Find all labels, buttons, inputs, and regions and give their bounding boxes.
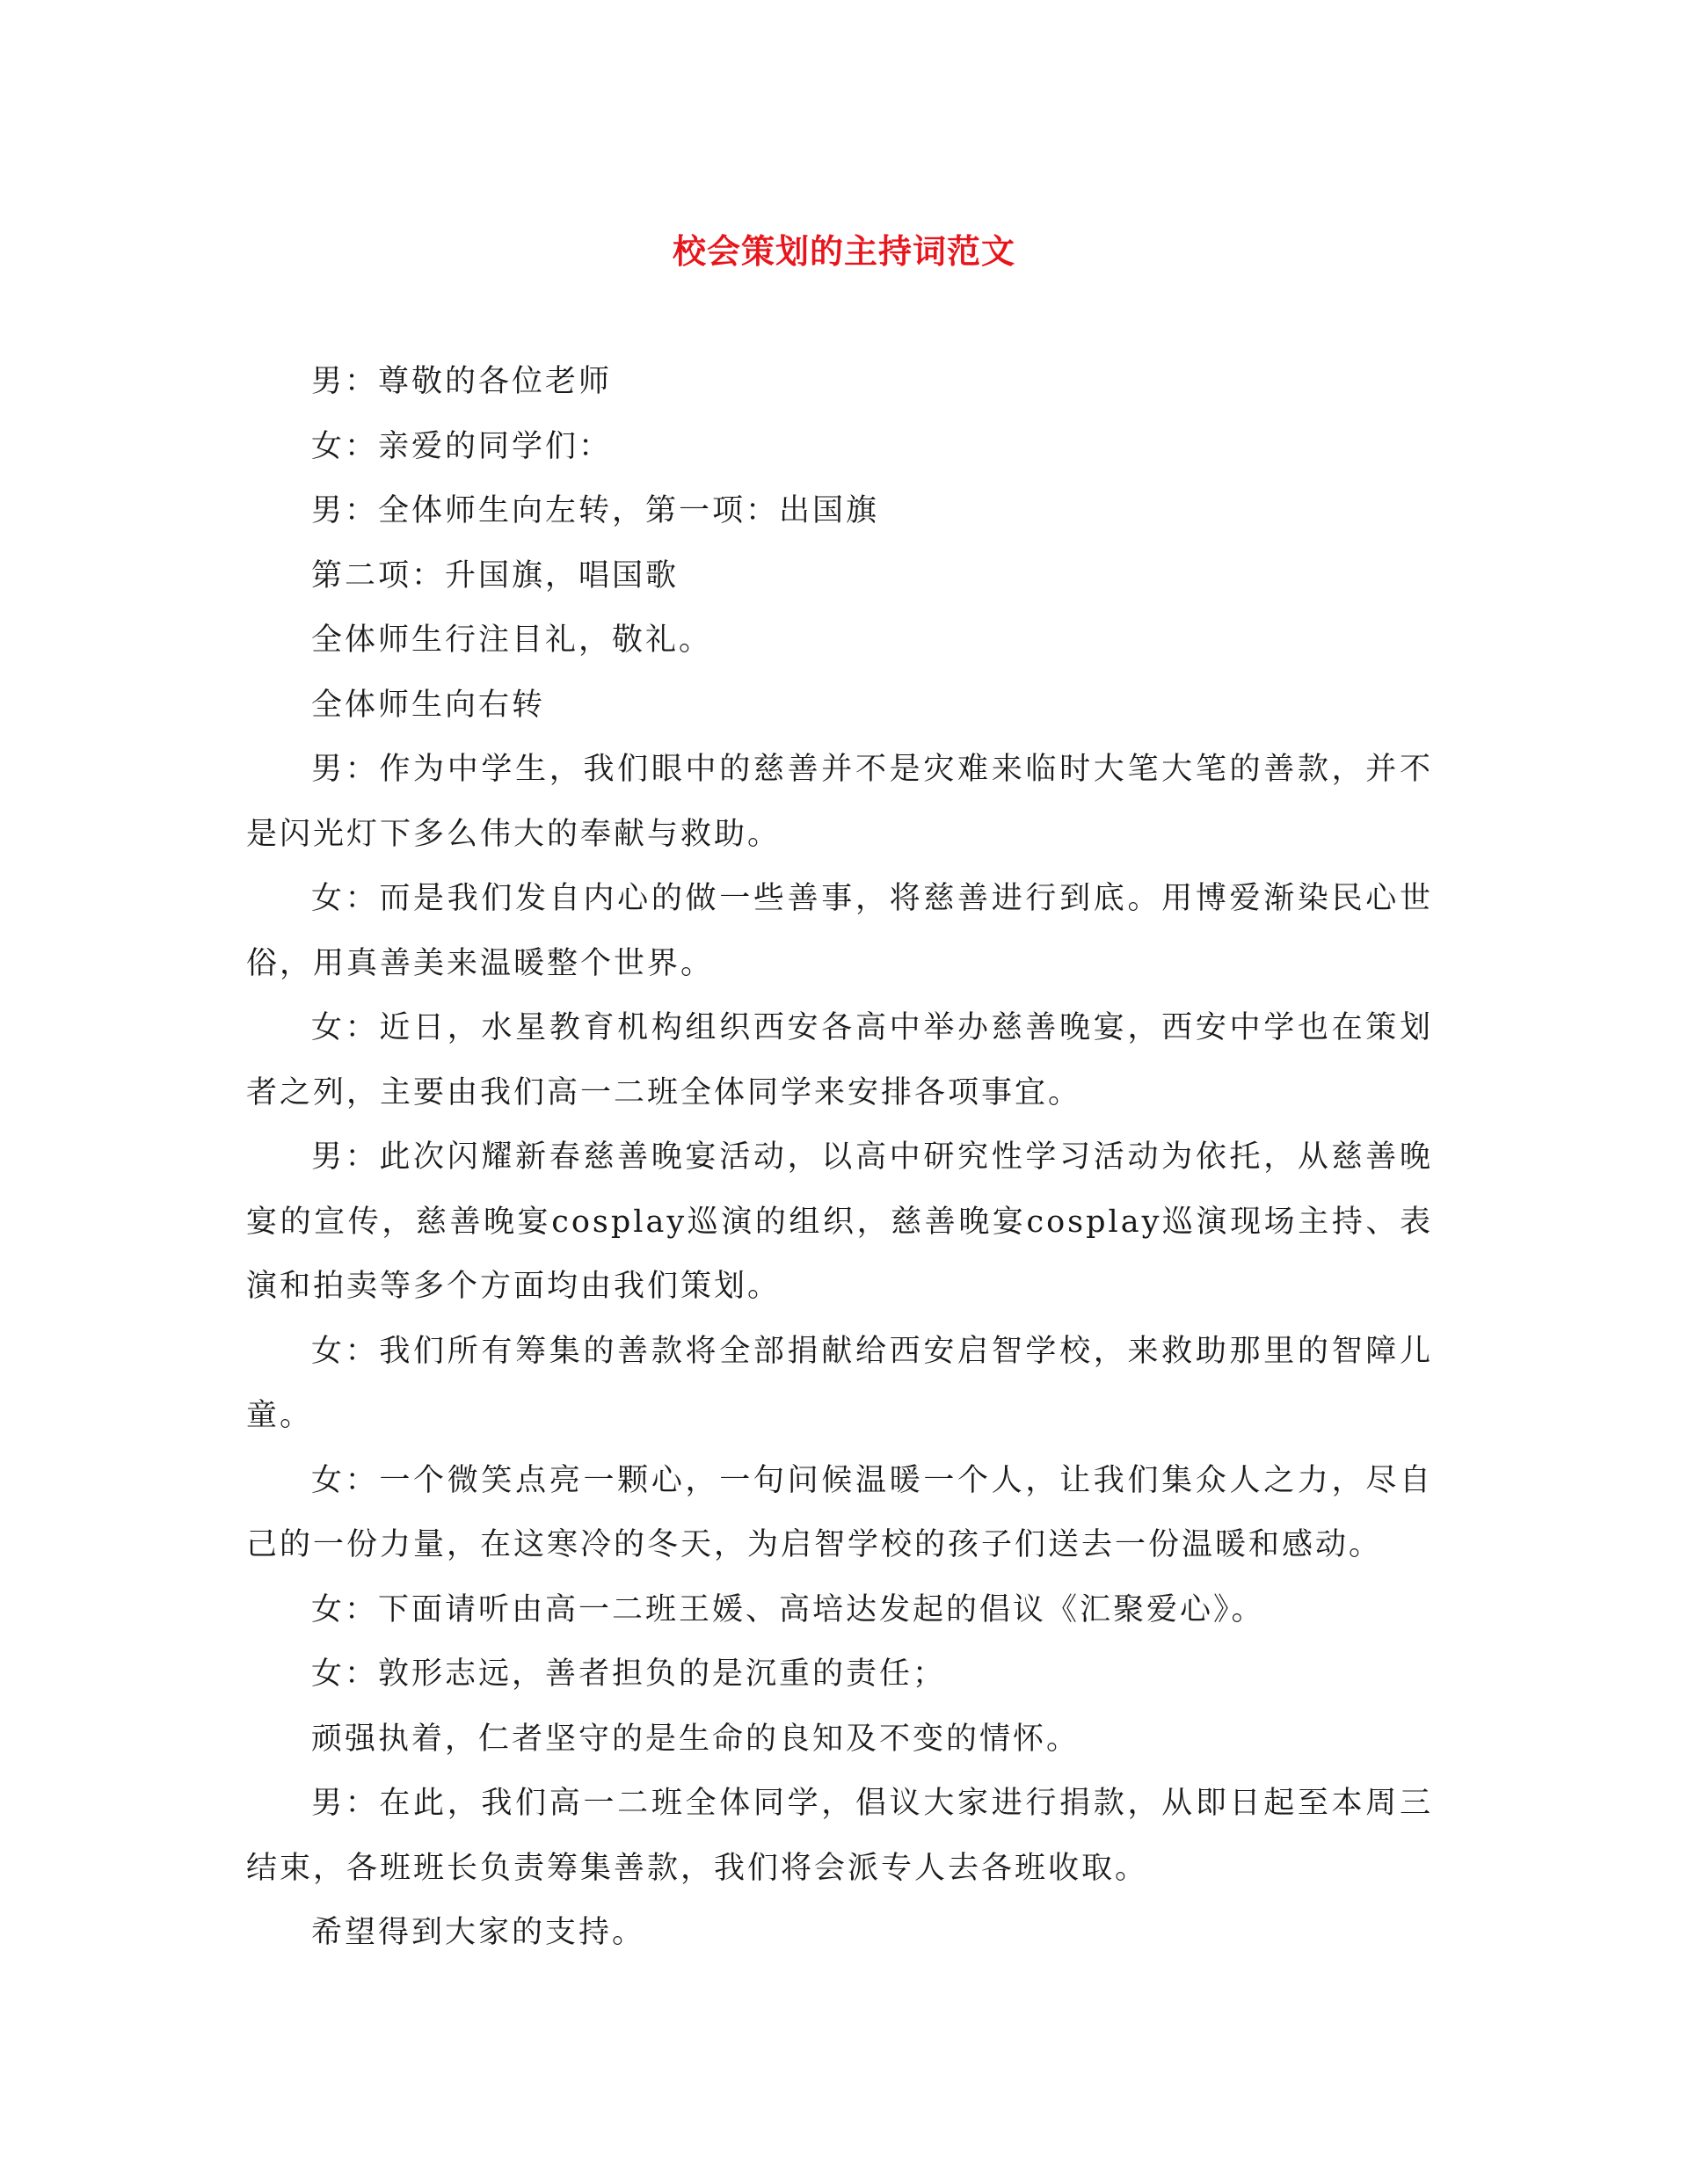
paragraph: 全体师生行注目礼，敬礼。 — [311, 622, 713, 658]
paragraph: 男：此次闪耀新春慈善晚宴活动，以高中研究性学习活动为依托，从慈善晚宴的宣传，慈善晚宴cosplay巡演的组织，慈善晚宴cosplay巡演现场主持、表演和拍卖等多个方面均由我们策划。 — [246, 1139, 1433, 1304]
paragraph: 女：近日，水星教育机构组织西安各高中举办慈善晚宴，西安中学也在策划者之列，主要由我们高一二班全体同学来安排各项事宜。 — [246, 1010, 1433, 1110]
document-body — [246, 350, 1433, 1966]
paragraph: 女：下面请听由高一二班王媛、高培达发起的倡议《汇聚爱心》。 — [311, 1591, 1265, 1627]
paragraph: 第二项：升国旗，唱国歌 — [311, 557, 680, 593]
paragraph: 全体师生向右转 — [311, 687, 546, 723]
paragraph: 女：敦形志远，善者担负的是沉重的责任； — [311, 1656, 947, 1692]
paragraph: 女：亲爱的同学们： — [311, 428, 613, 464]
document-title: 校会策划的主持词范文 — [672, 231, 1015, 271]
paragraph: 男：作为中学生，我们眼中的慈善并不是灾难来临时大笔大笔的善款，并不是闪光灯下多么伟大的奉献与救助。 — [246, 752, 1433, 852]
paragraph: 男：在此，我们高一二班全体同学，倡议大家进行捐款，从即日起至本周三结束，各班班长负责筹集善款，我们将会派专人去各班收取。 — [246, 1786, 1433, 1886]
paragraph: 男：全体师生向左转，第一项：出国旗 — [311, 493, 880, 528]
paragraph: 顽强执着，仁者坚守的是生命的良知及不变的情怀。 — [311, 1721, 1080, 1757]
paragraph: 女：而是我们发自内心的做一些善事，将慈善进行到底。用博爱渐染民心世俗，用真善美来温暖整个世界。 — [246, 881, 1433, 981]
paragraph: 男：尊敬的各位老师 — [311, 364, 613, 399]
paragraph: 女：我们所有筹集的善款将全部捐献给西安启智学校，来救助那里的智障儿童。 — [246, 1333, 1433, 1433]
paragraph: 女：一个微笑点亮一颗心，一句问候温暖一个人，让我们集众人之力，尽自己的一份力量，在这寒冷的冬天，为启智学校的孩子们送去一份温暖和感动。 — [246, 1462, 1433, 1562]
paragraph: 希望得到大家的支持。 — [311, 1915, 646, 1950]
